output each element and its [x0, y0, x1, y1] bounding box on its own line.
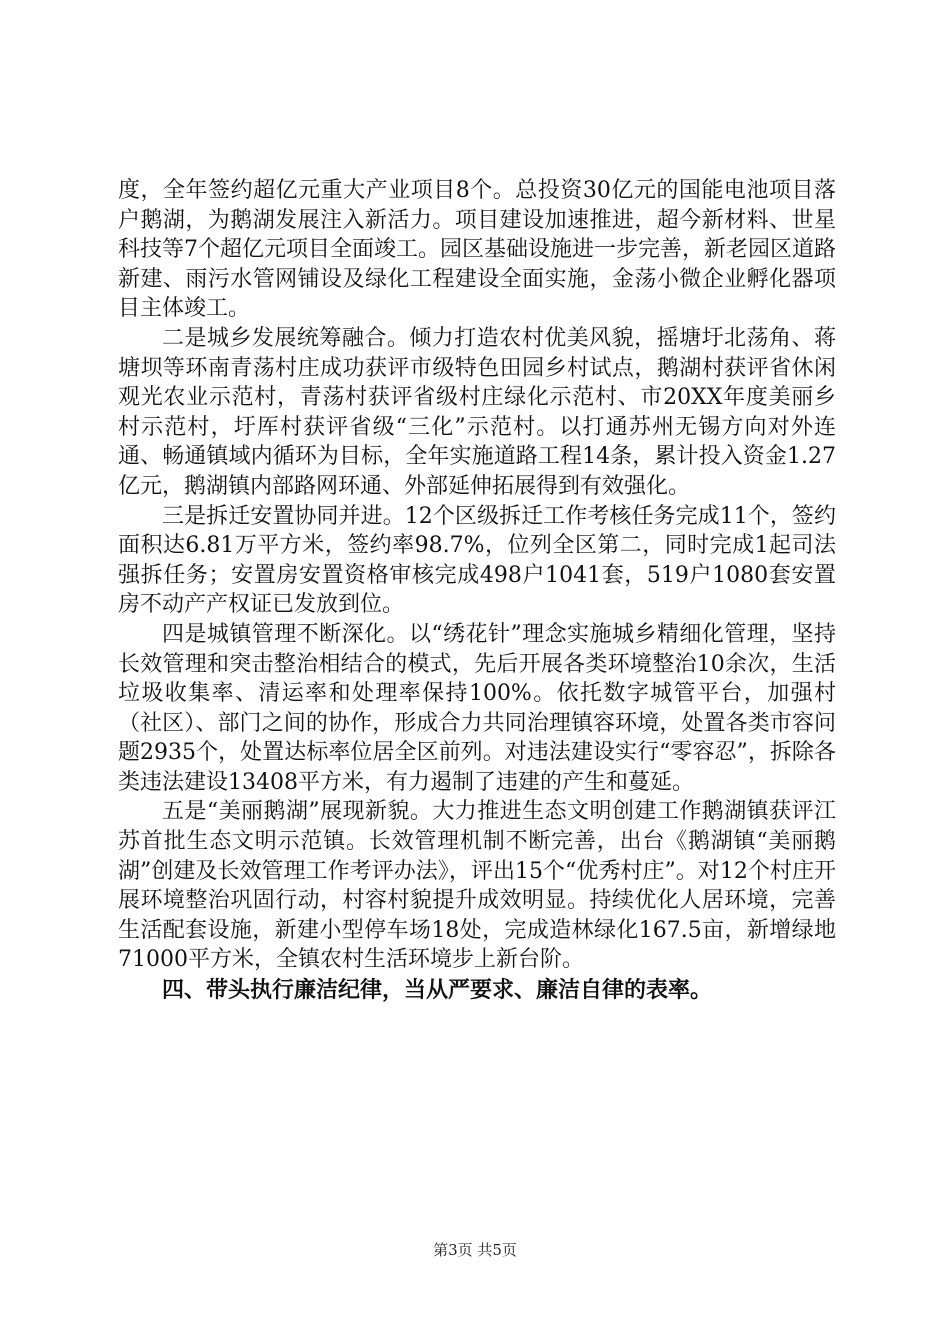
paragraph-town-management: 四是城镇管理不断深化。以“绣花针”理念实施城乡精细化管理，坚持长效管理和突击整治相结合的模式，先后开展各类环境整治10余次，生活垃圾收集率、清运率和处理率保持100%。依托数字城管平台，加强村（社区）、部门之间的协作，形成合力共同治理镇容环境，处置各类市容问题2935个，处置达标率位居全区前列。对违法建设实行“零容忍”，拆除各类违法建设13408平方米，有力遏制了违建的产生和蔓延。 [118, 621, 836, 795]
document-body [118, 176, 836, 1005]
page-number-footer: 第3页 共5页 [433, 1241, 517, 1259]
paragraph-relocation: 三是拆迁安置协同并进。12个区级拆迁工作考核任务完成11个，签约面积达6.81万平方米，签约率98.7%，位列全区第二，同时完成1起司法强拆任务；安置房安置资格审核完成498户1041套，519户1080套安置房不动产产权证已发放到位。 [118, 503, 836, 618]
paragraph-beautiful-ehu: 五是“美丽鹅湖”展现新貌。大力推进生态文明创建工作鹅湖镇获评江苏首批生态文明示范镇。长效管理机制不断完善，出台《鹅湖镇“美丽鹅湖”创建及长效管理工作考评办法》，评出15个“优秀村庄”。对12个村庄开展环境整治巩固行动，村容村貌提升成效明显。持续优化人居环境，完善生活配套设施，新建小型停车场18处，完成造林绿化167.5亩，新增绿地71000平方米，全镇农村生活环境步上新台阶。 [118, 799, 836, 973]
section-heading: 四、带头执行廉洁纪律，当从严要求、廉洁自律的表率。 [162, 977, 713, 1004]
paragraph-urban-rural: 二是城乡发展统筹融合。倾力打造农村优美风貌，摇塘圩北荡角、蒋塘坝等环南青荡村庄成功获评市级特色田园乡村试点，鹅湖村获评省休闲观光农业示范村，青荡村获评省级村庄绿化示范村、市20XX年度美丽乡村示范村，圩厍村获评省级“三化”示范村。以打通苏州无锡方向对外连通、畅通镇域内循环为目标，全年实施道路工程14条，累计投入资金1.27亿元，鹅湖镇内部路网环通、外部延伸拓展得到有效强化。 [118, 325, 836, 499]
paragraph-continuation: 度，全年签约超亿元重大产业项目8个。总投资30亿元的国能电池项目落户鹅湖，为鹅湖发展注入新活力。项目建设加速推进，超今新材料、世星科技等7个超亿元项目全面竣工。园区基础设施进一步完善，新老园区道路新建、雨污水管网铺设及绿化工程建设全面实施，金荡小微企业孵化器项目主体竣工。 [118, 178, 836, 322]
